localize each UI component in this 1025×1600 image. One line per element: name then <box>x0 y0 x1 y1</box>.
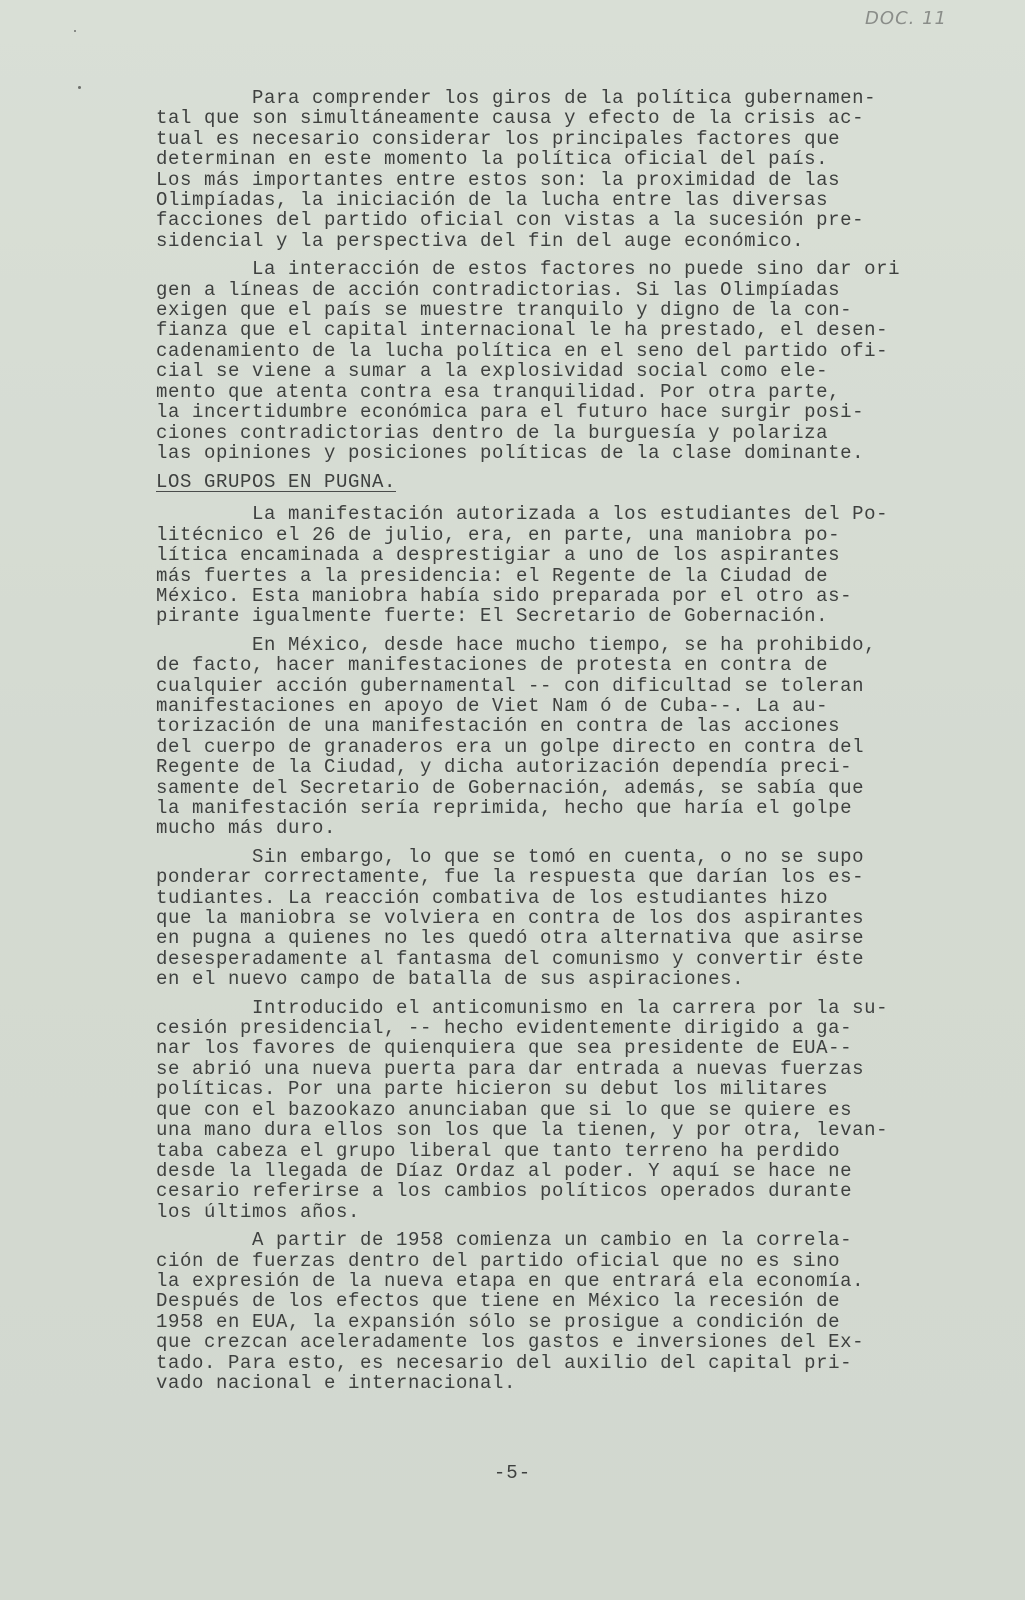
text-line: mento que atenta contra esa tranquilidad. Por otra parte, <box>156 380 841 403</box>
page-speck <box>74 30 76 32</box>
text-line: de facto, hacer manifestaciones de protesta en contra de <box>156 654 829 677</box>
text-line: Después de los efectos que tiene en México la recesión de <box>156 1290 841 1313</box>
text-line: A partir de 1958 comienza un cambio en la correla- <box>156 1229 853 1252</box>
text-line: Para comprender los giros de la política gubernamen- <box>156 87 877 109</box>
text-line: en pugna a quienes no les quedó otra alternativa que asirse <box>156 927 865 950</box>
text-line: la incertidumbre económica para el futuro hace surgir posi- <box>156 401 865 424</box>
text-line: tado. Para esto, es necesario del auxilio del capital pri- <box>156 1351 853 1374</box>
text-line: tual es necesario considerar los principales factores que <box>156 127 841 150</box>
text-line: pirante igualmente fuerte: El Secretario de Gobernación. <box>156 605 829 628</box>
text-line: cesión presidencial, -- hecho evidentemente dirigido a ga- <box>156 1017 853 1040</box>
text-line: taba cabeza el grupo liberal que tanto terreno ha perdido <box>156 1139 841 1162</box>
text-line: una mano dura ellos son los que la tienen, y por otra, levan- <box>156 1119 889 1142</box>
text-line: samente del Secretario de Gobernación, además, se sabía que <box>156 776 865 799</box>
text-line: La manifestación autorizada a los estudiantes del Po- <box>156 503 889 526</box>
text-line: que la maniobra se volviera en contra de los dos aspirantes <box>156 907 865 930</box>
text-line: En México, desde hace mucho tiempo, se ha prohibido, <box>156 633 877 656</box>
text-line: las opiniones y posiciones políticas de la clase dominante. <box>156 441 865 464</box>
text-line: cial se viene a sumar a la explosividad social como ele- <box>156 360 829 383</box>
page-speck <box>78 86 81 89</box>
paragraph-manifestation <box>156 504 896 626</box>
text-line: que con el bazookazo anunciaban que si lo que se quiere es <box>156 1098 853 1121</box>
text-line: Introducido el anticomunismo en la carrera por la su- <box>156 996 889 1019</box>
text-line: se abrió una nueva puerta para dar entrada a nuevas fuerzas <box>156 1057 865 1080</box>
section-heading: LOS GRUPOS EN PUGNA. <box>156 471 397 494</box>
text-line: sidencial y la perspectiva del fin del auge económico. <box>156 229 805 252</box>
text-line: gen a líneas de acción contradictorias. Si las Olimpíadas <box>156 278 841 301</box>
text-line: litécnico el 26 de julio, era, en parte, una maniobra po- <box>156 523 841 546</box>
doc-number-mark: DOC. 11 <box>865 8 947 29</box>
text-line: desesperadamente al fantasma del comunismo y convertir éste <box>156 947 865 970</box>
text-line: los últimos años. <box>156 1200 361 1223</box>
text-line: que crezcan aceleradamente los gastos e inversiones del Ex- <box>156 1331 865 1354</box>
text-line: tal que son simultáneamente causa y efecto de la crisis ac- <box>156 107 865 130</box>
text-line: Regente de la Ciudad, y dicha autorización dependía preci- <box>156 756 853 779</box>
text-line: cesario referirse a los cambios políticos operados durante <box>156 1180 853 1203</box>
text-line: manifestaciones en apoyo de Viet Nam ó de Cuba--. La au- <box>156 694 829 717</box>
text-line: cadenamiento de la lucha política en el seno del partido ofi- <box>156 339 889 362</box>
text-line: ponderar correctamente, fue la respuesta que darían los es- <box>156 866 865 889</box>
text-line: ción de fuerzas dentro del partido oficial que no es sino <box>156 1249 841 1272</box>
text-line: cualquier acción gubernamental -- con dificultad se toleran <box>156 674 865 697</box>
text-line: la manifestación sería reprimida, hecho que haría el golpe <box>156 797 853 819</box>
text-line: facciones del partido oficial con vistas a la sucesión pre- <box>156 209 865 232</box>
text-line: mucho más duro. <box>156 817 337 840</box>
text-line: fianza que el capital internacional le ha prestado, el desen- <box>156 319 889 342</box>
text-line: más fuertes a la presidencia: el Regente de la Ciudad de <box>156 564 829 587</box>
text-line: en el nuevo campo de batalla de sus aspiraciones. <box>156 968 745 991</box>
page-number: -5- <box>493 1462 532 1484</box>
text-line: torización de una manifestación en contra de las acciones <box>156 715 841 738</box>
text-line: desde la llegada de Díaz Ordaz al poder. Y aquí se hace ne <box>156 1159 853 1182</box>
text-line: Los más importantes entre estos son: la proximidad de las <box>156 168 841 191</box>
text-line: exigen que el país se muestre tranquilo y digno de la con- <box>156 299 853 322</box>
text-line: Sin embargo, lo que se tomó en cuenta, o no se supo <box>156 845 865 868</box>
text-line: 1958 en EUA, la expansión sólo se prosigue a condición de <box>156 1310 841 1333</box>
paragraph-interaction <box>156 258 901 464</box>
text-line: vado nacional e internacional. <box>156 1371 517 1394</box>
text-line: determinan en este momento la política oficial del país. <box>156 148 829 171</box>
paragraph-anticommunism <box>156 998 896 1222</box>
paragraph-response <box>156 847 896 990</box>
text-line: La interacción de estos factores no puede sino dar ori <box>156 258 901 281</box>
body-text <box>156 87 901 1401</box>
text-line: Olimpíadas, la iniciación de la lucha entre las diversas <box>156 189 829 212</box>
text-line: México. Esta maniobra había sido preparada por el otro as- <box>156 584 853 607</box>
text-line: ciones contradictorias dentro de la burguesía y polariza <box>156 421 829 444</box>
paragraph-1958 <box>156 1230 896 1393</box>
text-line: la expresión de la nueva etapa en que entrará ela economía. <box>156 1269 865 1292</box>
paragraph-prohibition <box>156 635 896 839</box>
paragraph-intro <box>156 88 896 251</box>
text-line: del cuerpo de granaderos era un golpe directo en contra del <box>156 735 865 758</box>
text-line: lítica encaminada a desprestigiar a uno de los aspirantes <box>156 544 841 567</box>
text-line: políticas. Por una parte hicieron su debut los militares <box>156 1078 829 1101</box>
text-line: nar los favores de quienquiera que sea presidente de EUA-- <box>156 1037 853 1060</box>
text-line: tudiantes. La reacción combativa de los estudiantes hizo <box>156 886 829 909</box>
